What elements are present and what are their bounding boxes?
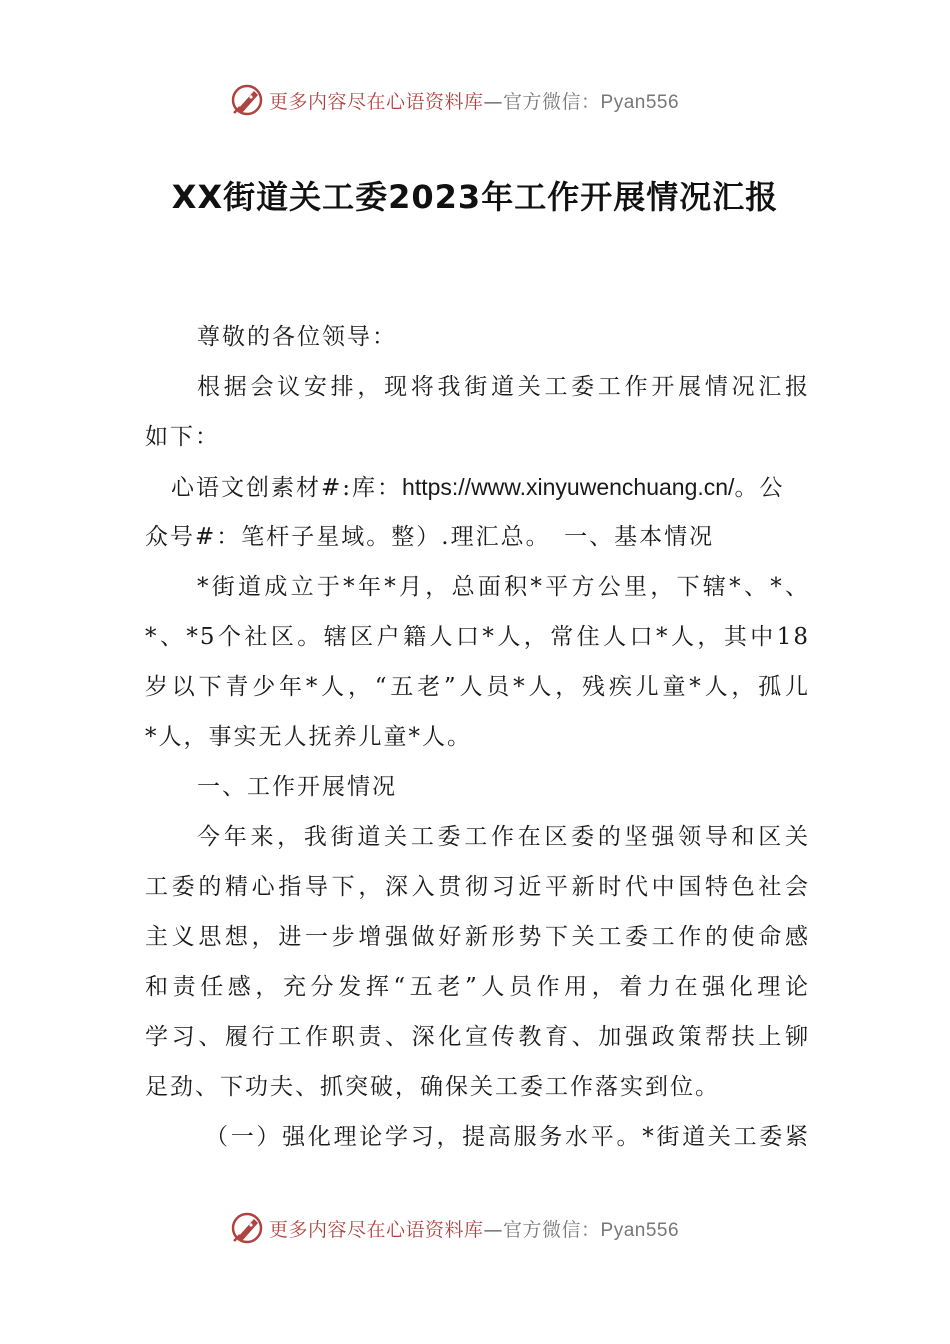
- pen-nib-logo-icon: [229, 1210, 265, 1246]
- salutation: 尊敬的各位领导：: [197, 324, 397, 350]
- paragraph-line: 足劲、下功夫、抓突破，确保关工委工作落实到位。: [145, 1074, 720, 1100]
- paragraph-line: *人，事实无人抚养儿童*人。: [145, 724, 472, 750]
- source-url: https://www.xinyuwenchuang.cn/: [402, 474, 735, 500]
- banner-site: 更多内容尽在心语资料库: [269, 1218, 484, 1241]
- banner-dash: —: [483, 90, 504, 113]
- paragraph-line: 众号#：笔杆子星域。整）.理汇总。 一、基本情况: [145, 524, 715, 550]
- banner-wechat-id: Pyan556: [600, 1219, 680, 1241]
- source-label: 心语文创素材#:库：: [171, 475, 403, 501]
- paragraph-line: 如下：: [145, 424, 220, 450]
- banner-dash: —: [483, 1218, 504, 1241]
- banner-wechat-id: Pyan556: [600, 91, 680, 113]
- header-watermark-banner: [0, 80, 950, 120]
- banner-site: 更多内容尽在心语资料库: [269, 90, 484, 113]
- pen-nib-logo-icon: [229, 82, 265, 118]
- paragraph-line: 今年来，我街道关工委工作在区委的坚强领导和区关: [197, 824, 810, 850]
- section-heading: 一、工作开展情况: [197, 774, 397, 800]
- banner-text: [269, 1215, 679, 1242]
- banner-text: [269, 87, 679, 114]
- paragraph-line: 学习、履行工作职责、深化宣传教育、加强政策帮扶上铆: [145, 1024, 810, 1050]
- footer-watermark-banner: [0, 1208, 950, 1248]
- paragraph-line: *、*5个社区。辖区户籍人口*人，常住人口*人，其中18: [145, 624, 810, 650]
- document-title: XX街道关工委2023年工作开展情况汇报: [171, 178, 779, 216]
- source-suffix: 。公: [734, 475, 785, 501]
- paragraph-line: [145, 462, 810, 512]
- subsection-heading-line: （一）强化理论学习，提高服务水平。*街道关工委紧: [205, 1124, 810, 1150]
- paragraph-line: 根据会议安排，现将我街道关工委工作开展情况汇报: [197, 374, 810, 400]
- paragraph-line: *街道成立于*年*月，总面积*平方公里，下辖*、*、: [197, 574, 810, 600]
- banner-wechat-label: 官方微信：: [503, 1218, 601, 1241]
- banner-wechat-label: 官方微信：: [503, 90, 601, 113]
- paragraph-line: 岁以下青少年*人，“五老”人员*人，残疾儿童*人，孤儿: [145, 674, 810, 700]
- paragraph-line: 和责任感，充分发挥“五老”人员作用，着力在强化理论: [145, 974, 810, 1000]
- document-body: [145, 312, 810, 1162]
- paragraph-line: 主义思想，进一步增强做好新形势下关工委工作的使命感: [145, 924, 810, 950]
- paragraph-line: 工委的精心指导下，深入贯彻习近平新时代中国特色社会: [145, 874, 810, 900]
